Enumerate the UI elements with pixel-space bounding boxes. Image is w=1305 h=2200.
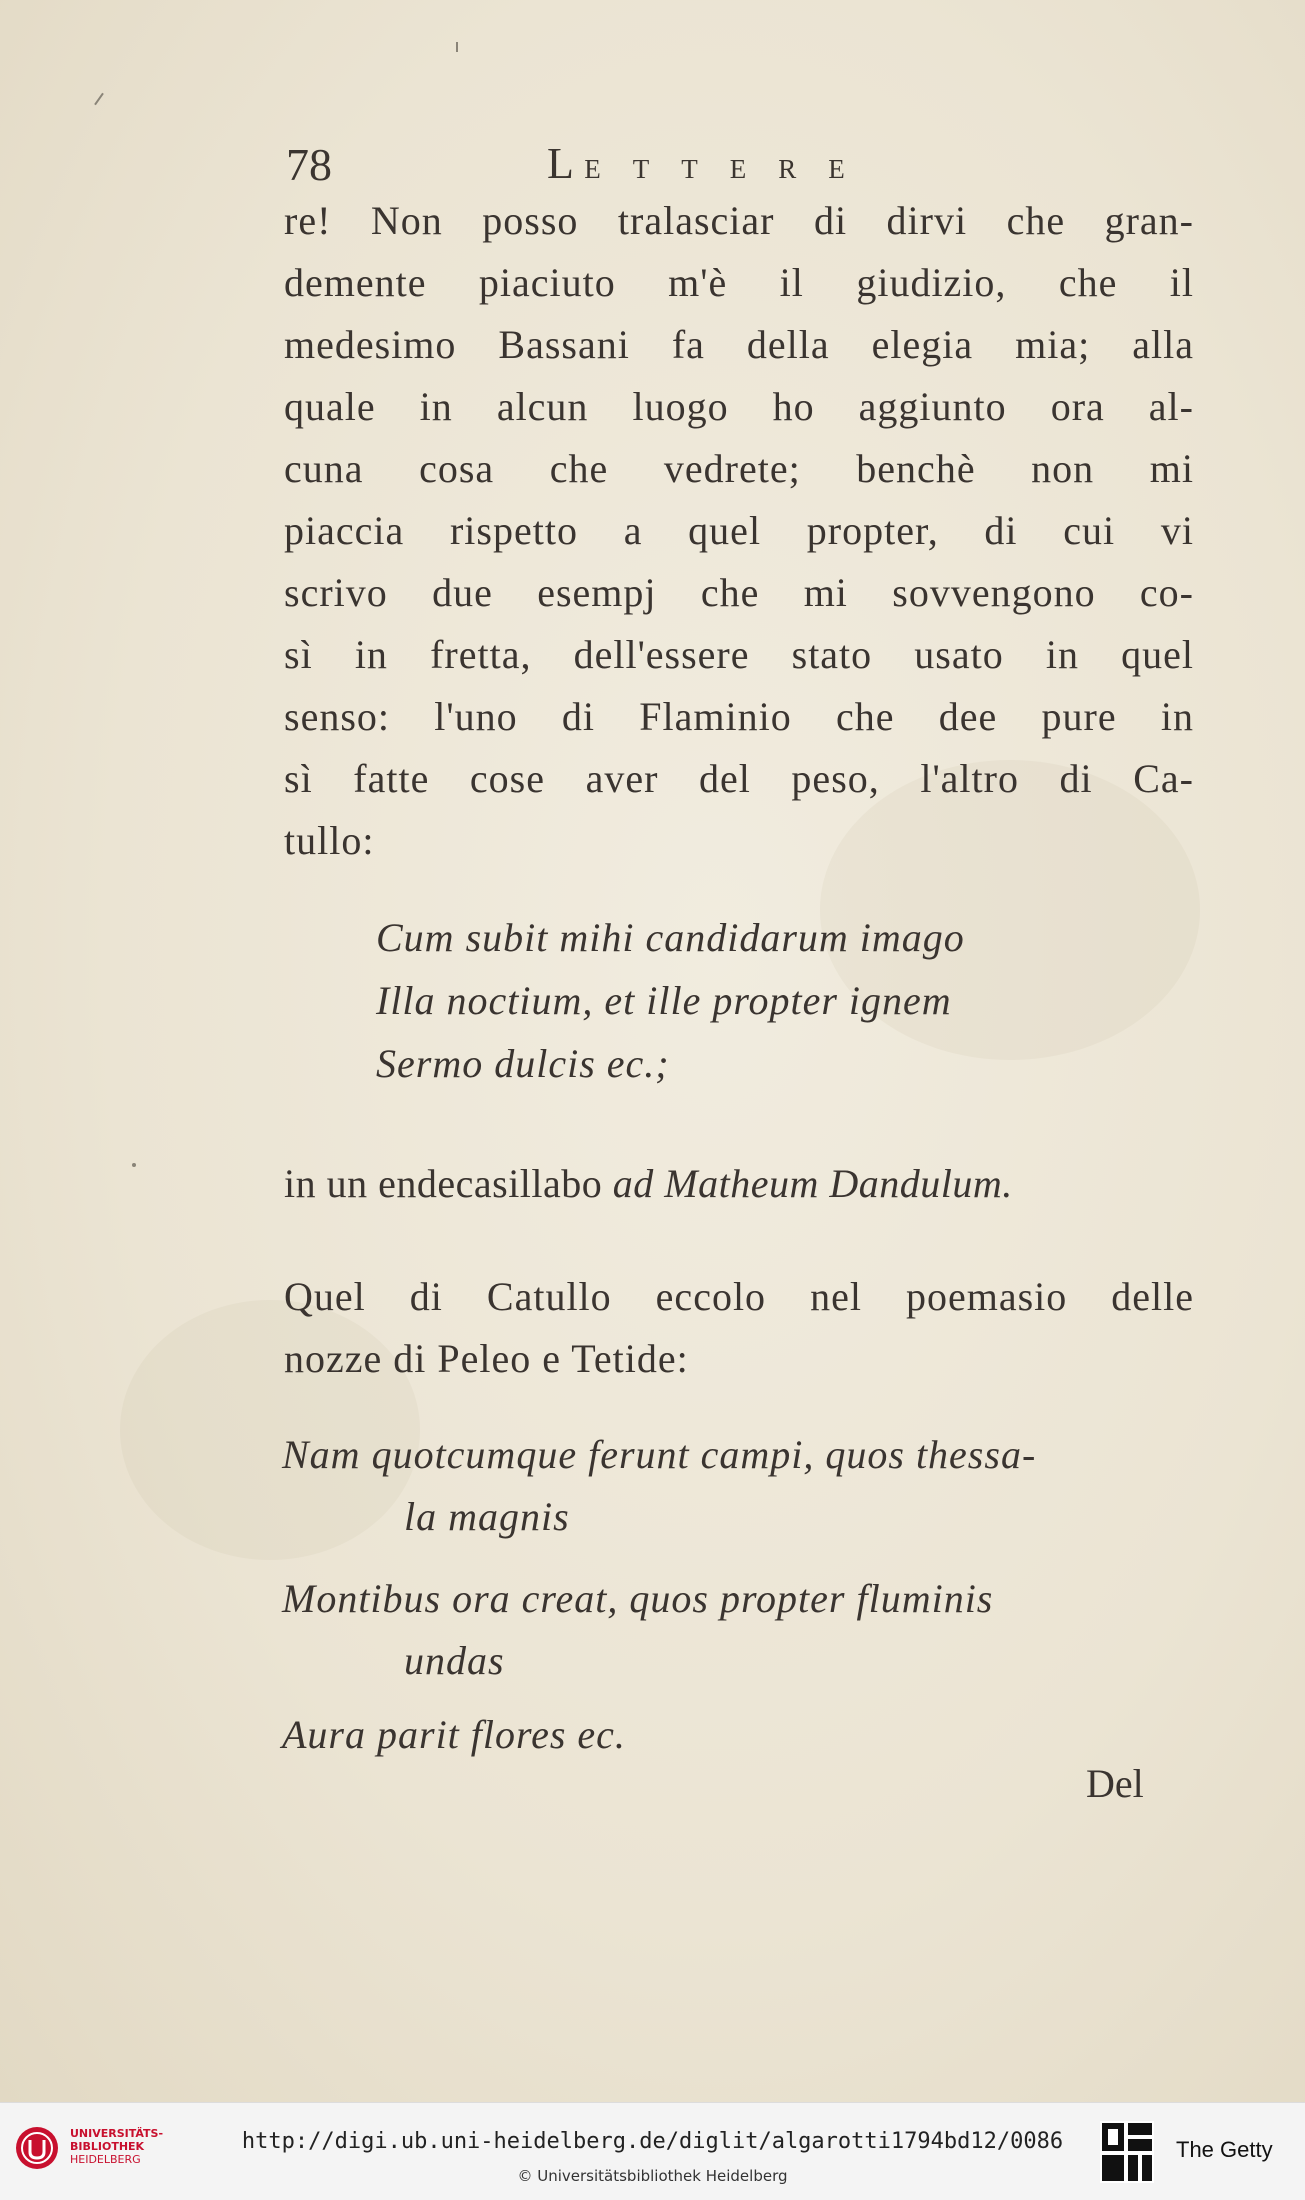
footer-bar <box>0 2102 1305 2200</box>
verse-line: Aura parit flores ec. <box>282 1712 626 1757</box>
page-number: 78 <box>286 139 332 190</box>
text-line: quale in alcun luogo ho aggiunto ora al- <box>284 384 1194 429</box>
verse-line: undas <box>404 1638 505 1683</box>
text-line: re! Non posso tralasciar di dirvi che gran- <box>284 198 1194 243</box>
text-line: Quel di Catullo eccolo nel poemasio delle <box>284 1274 1194 1319</box>
running-head <box>547 138 877 189</box>
verse-line: la magnis <box>404 1494 570 1539</box>
library-name-line: BIBLIOTHEK <box>70 2140 145 2153</box>
text-line: demente piaciuto m'è il giudizio, che il <box>284 260 1194 305</box>
text-line: sì in fretta, dell'essere stato usato in quel <box>284 632 1194 677</box>
text-line: medesimo Bassani fa della elegia mia; alla <box>284 322 1194 367</box>
copyright-notice: © Universitätsbibliothek Heidelberg <box>517 2167 788 2185</box>
verse-line: Illa noctium, et ille propter ignem <box>376 978 952 1023</box>
pencil-mark <box>456 42 458 52</box>
text-line: senso: l'uno di Flaminio che dee pure in <box>284 694 1194 739</box>
text-line: nozze di Peleo e Tetide: <box>284 1336 689 1381</box>
italic-segment: ad Matheum Dandulum. <box>612 1161 1013 1206</box>
text-line: tullo: <box>284 818 375 863</box>
verse-line: Nam quotcumque ferunt campi, quos thessa- <box>282 1432 1037 1477</box>
getty-logo-icon <box>1100 2121 1154 2183</box>
running-head-rest: ETTERE <box>584 154 877 184</box>
verse-line: Sermo dulcis ec.; <box>376 1041 670 1086</box>
library-name-line: HEIDELBERG <box>70 2153 141 2166</box>
library-name-line: UNIVERSITÄTS- <box>70 2127 164 2140</box>
page-header <box>282 138 1212 198</box>
verse-line: Cum subit mihi candidarum imago <box>376 915 965 960</box>
text-line: scrivo due esempj che mi sovvengono co- <box>284 570 1194 615</box>
pencil-mark <box>94 93 104 106</box>
text-segment: in un endecasillabo <box>284 1161 603 1206</box>
running-head-initial: L <box>547 139 573 188</box>
permalink-url[interactable]: http://digi.ub.uni-heidelberg.de/diglit/algarotti1794bd12/0086 <box>241 2129 1064 2154</box>
text-line: cuna cosa che vedrete; benchè non mi <box>284 446 1194 491</box>
getty-name: The Getty <box>1176 2137 1273 2162</box>
pencil-mark <box>132 1163 136 1167</box>
text-line: sì fatte cose aver del peso, l'altro di Ca- <box>284 756 1194 801</box>
text-line <box>284 1153 1194 1215</box>
catchword: Del <box>1086 1761 1144 1806</box>
verse-line: Montibus ora creat, quos propter fluminis <box>282 1576 994 1621</box>
text-line: piaccia rispetto a quel propter, di cui vi <box>284 508 1194 553</box>
